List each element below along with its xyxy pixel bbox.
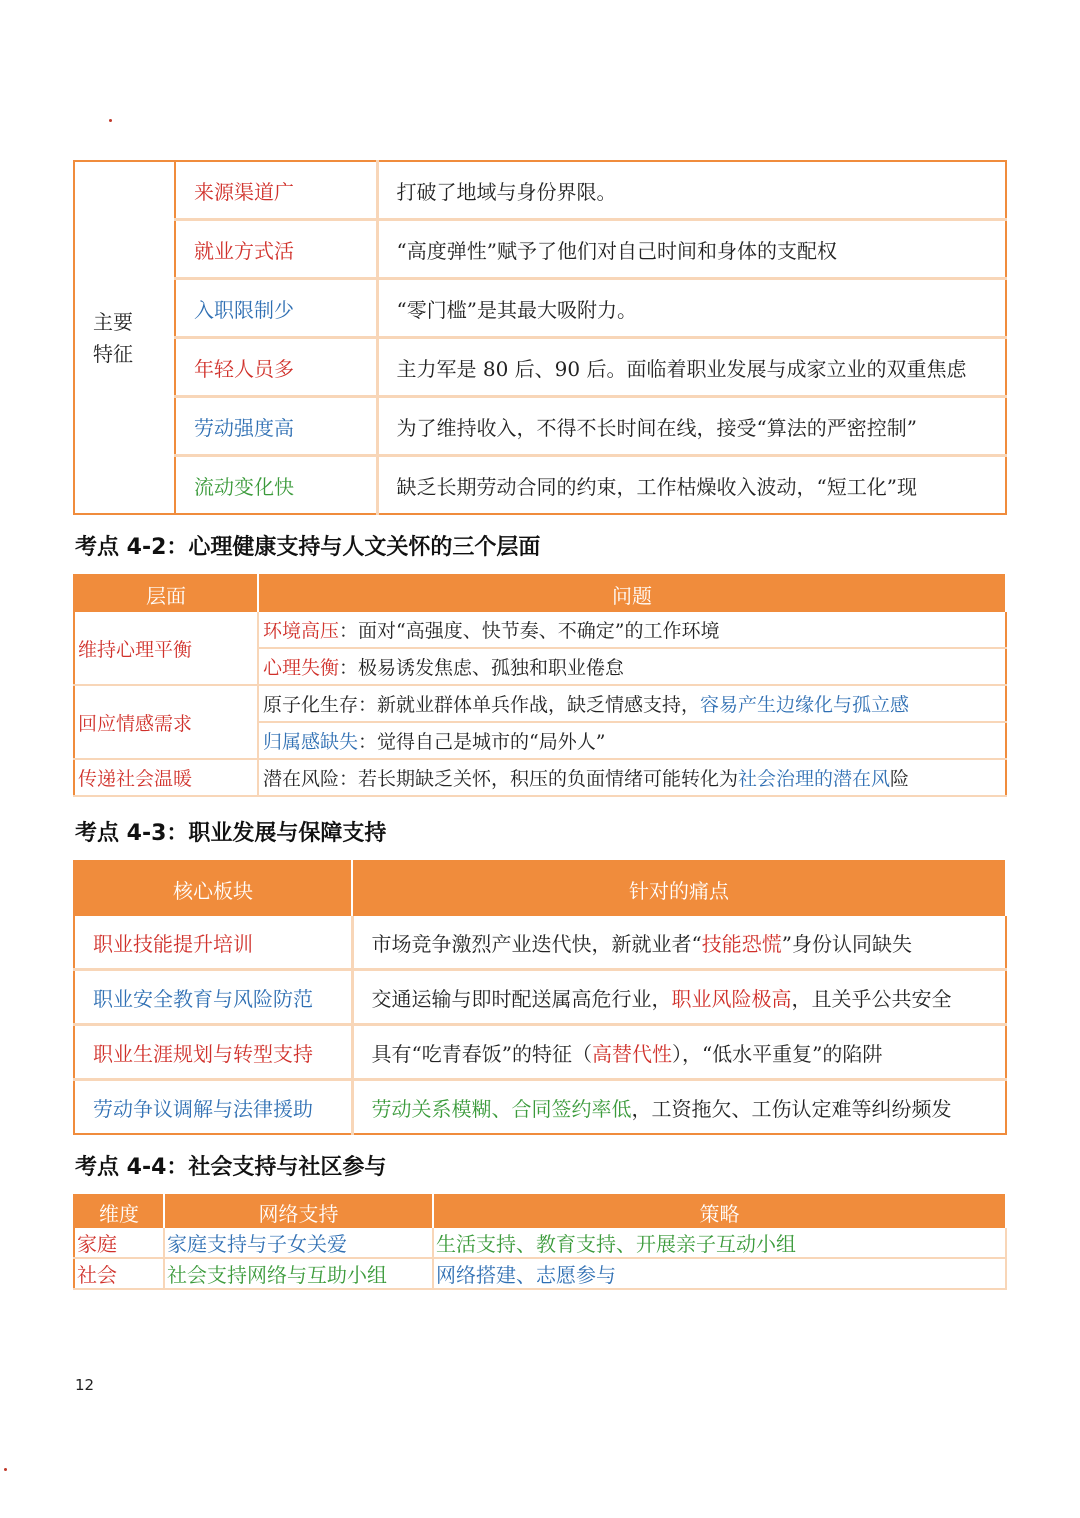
- painpoint-keyword: 劳动关系模糊、合同签约率低: [371, 1096, 632, 1121]
- table-row: [74, 1228, 1006, 1258]
- desc-cell: 为了维持收入，不得不长时间在线，接受“算法的严密控制”: [377, 397, 1006, 456]
- table-row: [74, 279, 1006, 338]
- table-header-row: [74, 575, 1006, 612]
- dimension-cell: 家庭: [74, 1228, 164, 1258]
- level-cell: 传递社会温暖: [74, 759, 258, 796]
- painpoint-cell: [352, 970, 1006, 1025]
- table-row: [74, 1025, 1006, 1080]
- table-header-row: [74, 861, 1006, 916]
- table-row: [74, 916, 1006, 970]
- header-cell: 策略: [433, 1195, 1006, 1228]
- feature-cell: 年轻人员多: [175, 338, 377, 397]
- table-row: [74, 220, 1006, 279]
- desc-cell: 打破了地域与身份界限。: [377, 161, 1006, 220]
- feature-cell: 流动变化快: [175, 456, 377, 515]
- issue-text: ：觉得自己是城市的“局外人”: [358, 731, 606, 753]
- header-cell: 层面: [74, 575, 258, 612]
- issue-text: 潜在风险：若长期缺乏关怀，积压的负面情绪可能转化为: [263, 768, 739, 790]
- module-cell: 职业技能提升培训: [74, 916, 352, 970]
- painpoint-text: ，工资拖欠、工伤认定难等纠纷频发: [631, 1096, 952, 1121]
- painpoint-text: 具有“吃青春饭”的特征（: [371, 1041, 592, 1066]
- desc-cell: “高度弹性”赋予了他们对自己时间和身体的支配权: [377, 220, 1006, 279]
- table-row: [74, 759, 1006, 796]
- desc-cell: 缺乏长期劳动合同的约束，工作枯燥收入波动，“短工化”现: [396, 474, 917, 499]
- level-cell: 维持心理平衡: [74, 612, 258, 685]
- decorative-dot: [109, 119, 112, 122]
- level-cell: 回应情感需求: [74, 685, 258, 759]
- issue-keyword: 容易产生边缘化与孤立感: [700, 694, 910, 716]
- issue-cell: [258, 759, 1006, 796]
- feature-cell: 就业方式活: [175, 220, 377, 279]
- table-row: [74, 338, 1006, 397]
- network-cell: 家庭支持与子女关爱: [164, 1228, 433, 1258]
- painpoint-text: 交通运输与即时配送属高危行业，: [371, 986, 672, 1011]
- painpoint-keyword: 职业风险极高: [671, 986, 792, 1011]
- painpoint-text: 市场竞争激烈产业迭代快，新就业者“: [371, 931, 702, 956]
- issue-keyword: 归属感缺失: [263, 731, 359, 753]
- issue-text-end: 险: [890, 768, 910, 790]
- issue-keyword: 心理失衡: [263, 657, 340, 679]
- painpoint-keyword: 高替代性: [591, 1041, 672, 1066]
- features-table: [73, 160, 1007, 515]
- strategy-cell: 网络搭建、志愿参与: [433, 1258, 1006, 1289]
- social-support-table: [73, 1194, 1007, 1290]
- section-heading-4-2: 考点 4-2：心理健康支持与人文关怀的三个层面: [75, 535, 541, 560]
- decorative-dot-bottom: [4, 1468, 7, 1471]
- page-number: 12: [75, 1376, 95, 1394]
- painpoint-cell: [352, 1025, 1006, 1080]
- desc-cell: “零门槛”是其最大吸附力。: [377, 279, 1006, 338]
- section-heading-4-4: 考点 4-4：社会支持与社区参与: [75, 1155, 387, 1180]
- psych-support-table: [73, 574, 1007, 797]
- section-heading-4-3: 考点 4-3：职业发展与保障支持: [75, 821, 387, 846]
- header-cell: 核心板块: [74, 861, 352, 916]
- issue-cell: [258, 685, 1006, 722]
- module-cell: 职业安全教育与风险防范: [74, 970, 352, 1025]
- table-row: [74, 1258, 1006, 1289]
- issue-text: ：极易诱发焦虑、孤独和职业倦怠: [339, 657, 625, 679]
- header-cell: 网络支持: [164, 1195, 433, 1228]
- table-row: [74, 612, 1006, 648]
- painpoint-cell: [352, 916, 1006, 970]
- table-header-row: [74, 1195, 1006, 1228]
- header-cell: 维度: [74, 1195, 164, 1228]
- table-row: [74, 397, 1006, 456]
- header-cell: 针对的痛点: [352, 861, 1006, 916]
- feature-cell: 劳动强度高: [175, 397, 377, 456]
- issue-keyword: 社会治理的潜在风: [738, 768, 891, 790]
- issue-cell: [258, 722, 1006, 759]
- table-row: [74, 970, 1006, 1025]
- issue-keyword: 环境高压: [263, 620, 340, 642]
- group-label: 主要 特征: [74, 161, 175, 514]
- module-cell: 职业生涯规划与转型支持: [74, 1025, 352, 1080]
- issue-cell: [258, 612, 1006, 648]
- strategy-cell: 生活支持、教育支持、开展亲子互动小组: [433, 1228, 1006, 1258]
- feature-cell: 入职限制少: [175, 279, 377, 338]
- issue-cell: [258, 648, 1006, 685]
- module-cell: 劳动争议调解与法律援助: [74, 1080, 352, 1135]
- network-cell: 社会支持网络与互助小组: [164, 1258, 433, 1289]
- desc-cell: 主力军是 80 后、90 后。面临着职业发展与成家立业的双重焦虑: [377, 338, 1006, 397]
- painpoint-text: ），“低水平重复”的陷阱: [671, 1041, 883, 1066]
- table-row: [74, 685, 1006, 722]
- painpoint-text: ，且关乎公共安全: [791, 986, 952, 1011]
- career-support-table: [73, 860, 1007, 1135]
- feature-cell: 来源渠道广: [175, 161, 377, 220]
- painpoint-keyword: 技能恐慌: [701, 931, 782, 956]
- header-cell: 问题: [258, 575, 1006, 612]
- dimension-cell: 社会: [74, 1258, 164, 1289]
- issue-text: 原子化生存：新就业群体单兵作战，缺乏情感支持，: [263, 694, 701, 716]
- table-row: [74, 456, 1006, 515]
- painpoint-cell: [352, 1080, 1006, 1135]
- issue-text: ：面对“高强度、快节奏、不确定”的工作环境: [339, 620, 720, 642]
- table-row: [74, 1080, 1006, 1135]
- table-row: [74, 161, 1006, 220]
- painpoint-text: ”身份认同缺失: [781, 931, 912, 956]
